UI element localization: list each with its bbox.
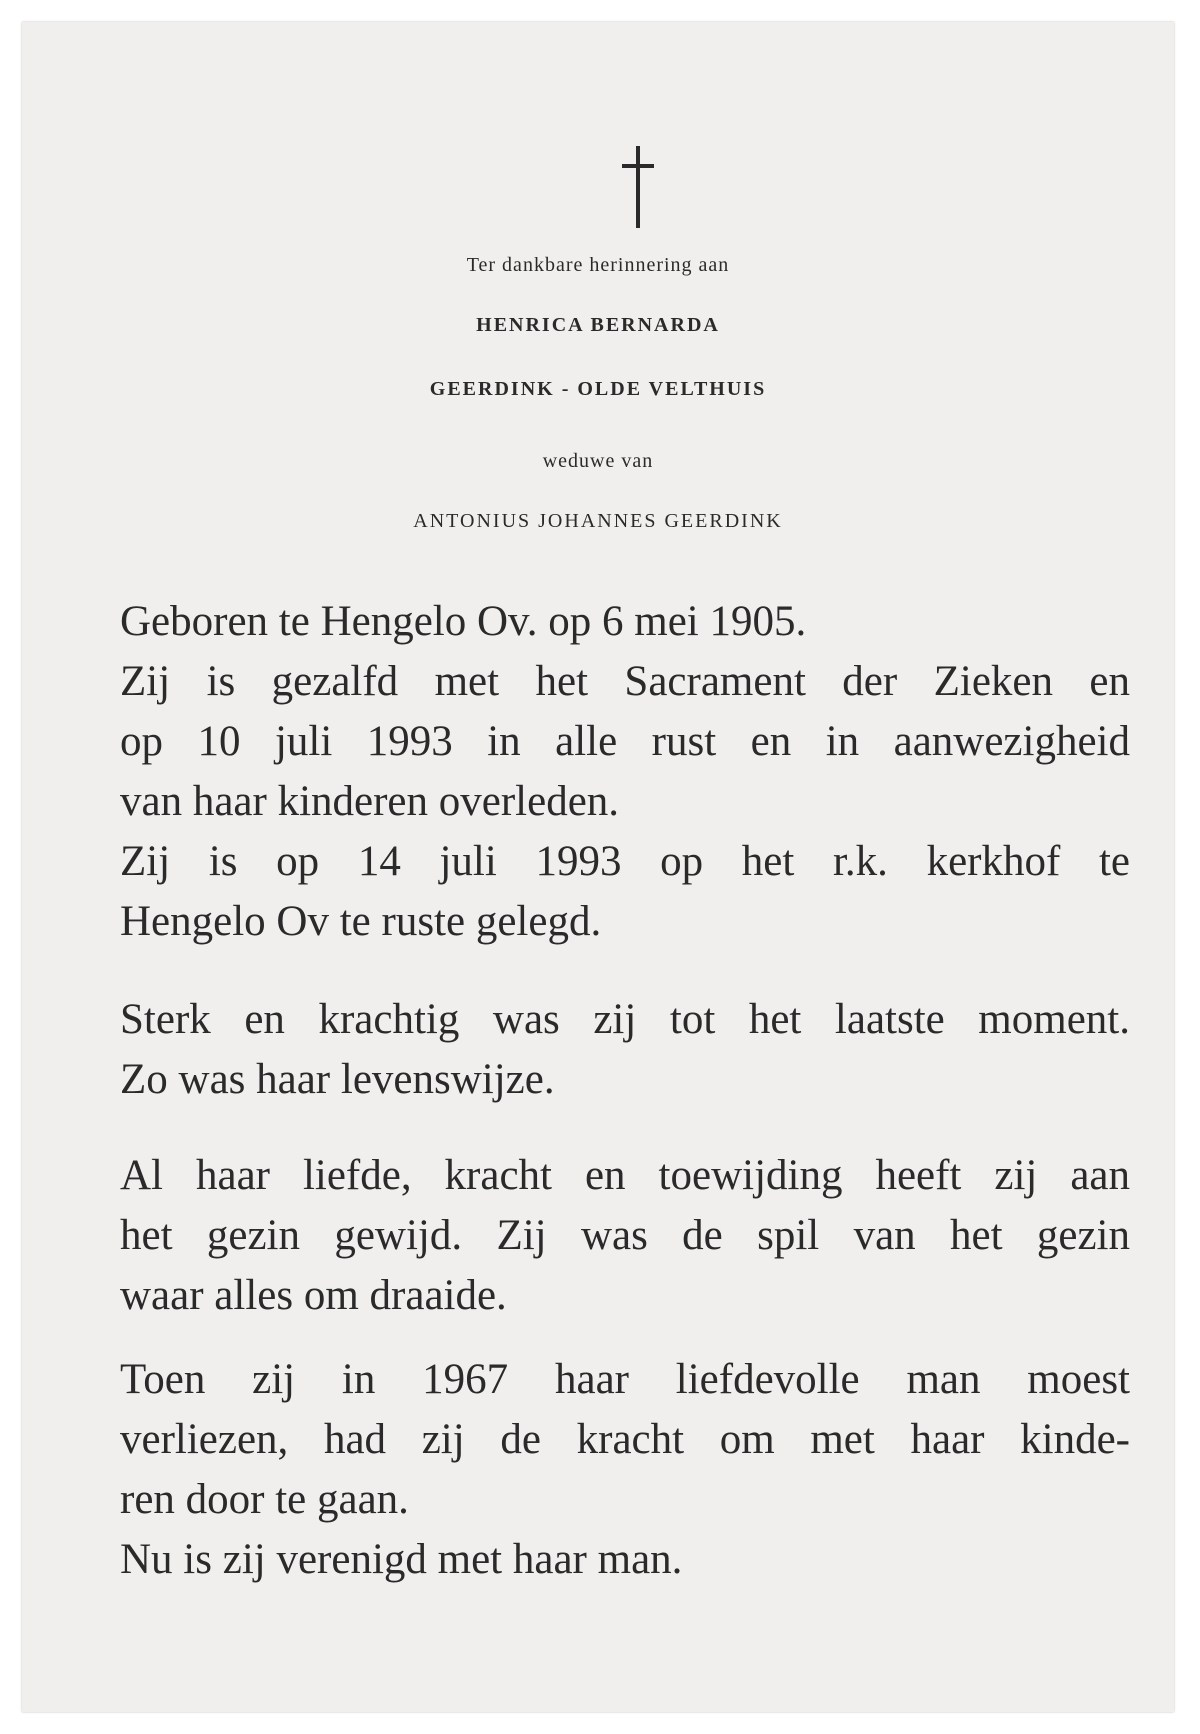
text-line: Toen zij in 1967 haar liefdevolle man moest [120,1356,1130,1403]
text-line: ren door te gaan. [120,1476,409,1523]
biography-paragraph [120,592,1130,952]
widow-of-label: weduwe van [542,450,654,472]
text-line: op 10 juli 1993 in alle rust en in aanwezigheid [120,718,1130,765]
deceased-name-first: HENRICA BERNARDA [476,314,720,336]
text-line: Zij is op 14 juli 1993 op het r.k. kerkhof te [120,838,1130,885]
text-line: Nu is zij verenigd met haar man. [120,1536,683,1583]
husband-name: ANTONIUS JOHANNES GEERDINK [413,510,783,532]
cross-icon [618,142,658,232]
deceased-name-surname: GEERDINK - OLDE VELTHUIS [429,378,767,400]
text-line: verliezen, had zij de kracht om met haar kinde- [120,1416,1130,1463]
text-line: Hengelo Ov te ruste gelegd. [120,898,602,945]
text-line: Zo was haar levenswijze. [120,1056,555,1103]
text-line: het gezin gewijd. Zij was de spil van het gezin [120,1212,1130,1259]
text-line: Sterk en krachtig was zij tot het laatste moment. [120,996,1130,1043]
text-line: Geboren te Hengelo Ov. op 6 mei 1905. [120,598,807,645]
text-line: waar alles om draaide. [120,1272,507,1319]
family-paragraph [120,1146,1130,1326]
intro-line: Ter dankbare herinnering aan [466,254,730,276]
text-line: Zij is gezalfd met het Sacrament der Zieken en [120,658,1130,705]
text-line: van haar kinderen overleden. [120,778,620,825]
character-paragraph [120,990,1130,1110]
memorial-card [22,22,1174,1712]
closing-paragraph [120,1350,1130,1590]
text-line: Al haar liefde, kracht en toewijding heeft zij aan [120,1152,1130,1199]
